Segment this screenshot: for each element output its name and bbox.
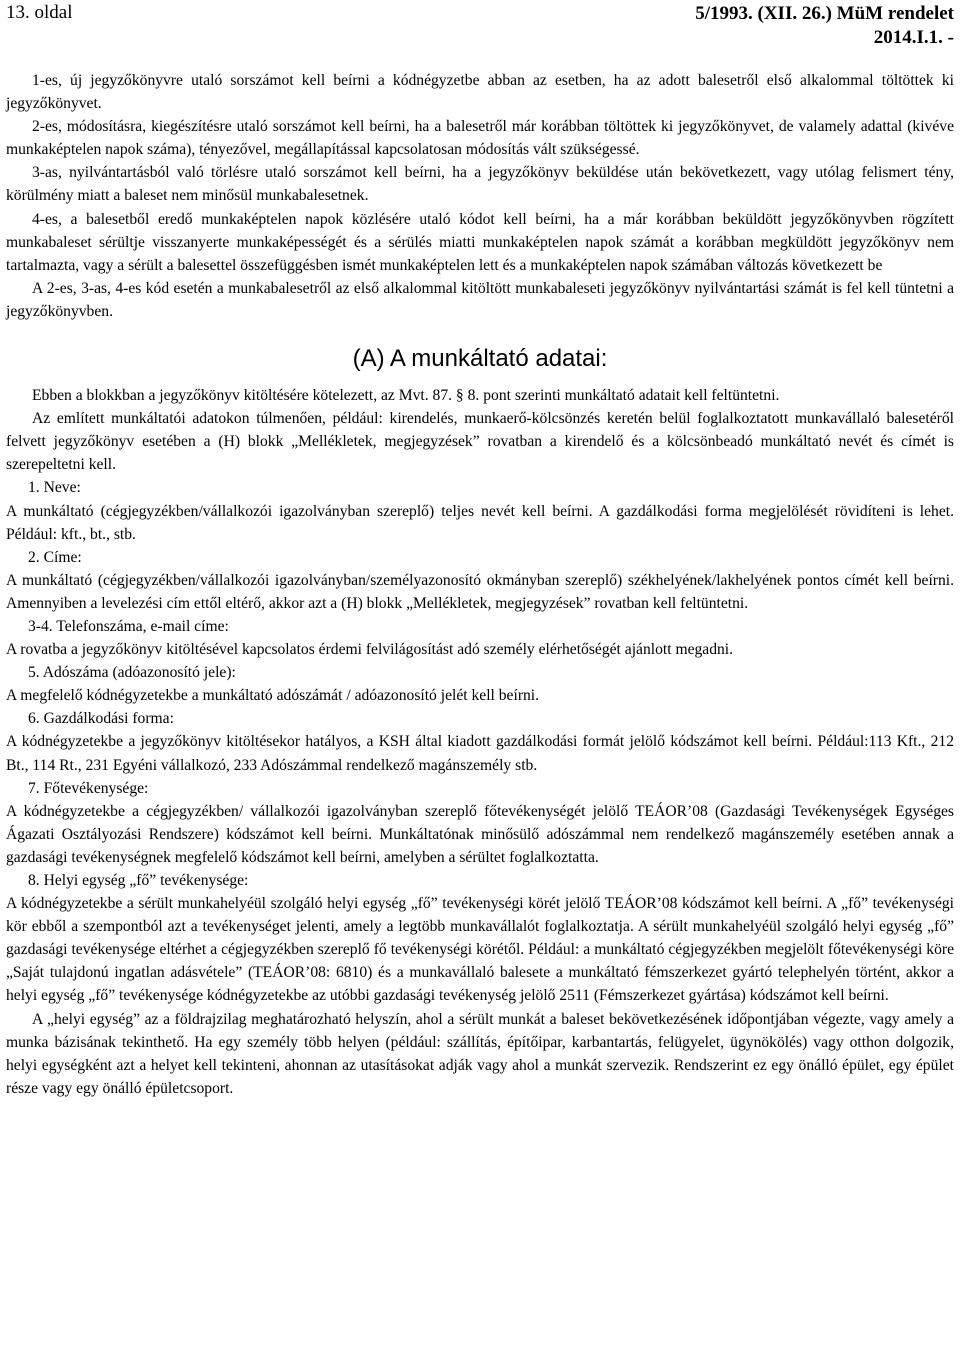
item-text-address: A munkáltató (cégjegyzékben/vállalkozói igazolványban/személyazonosító okmányban szereplő) székhelyének/lakhelyének pontos címét kell beírni. Amennyiben a levelezési cím ettől eltérő, akkor azt a (H) blokk „Mellékletek, megjegyzések” rovatban kell feltüntetni. (6, 571, 954, 612)
item-label-local-unit-activity: 8. Helyi egység „fő” tevékenysége: (28, 872, 249, 889)
intro-paragraph-3: 3-as, nyilvántartásból való törlésre utaló sorszámot kell beírni, ha a jegyzőkönyv beküldése után bekövetkezett, vagy utólag felismert tény, körülmény miatt a baleset nem minősül munkabalesetnek. (6, 164, 954, 205)
section-paragraph-2: Az említett munkáltatói adatokon túlmenően, például: kirendelés, munkaerő-kölcsönzés keretén belül foglalkoztatott munkavállaló balesetéről felvett jegyzőkönyv esetében a (H) blokk „Mellékletek, megjegyzések” rovatban a kirendelő és a kölcsönbeadó munkáltató nevét és címét is szerepeltetni kell. (6, 410, 954, 474)
intro-paragraph-2: 2-es, módosításra, kiegészítésre utaló sorszámot kell beírni, ha a balesetről már korábban töltöttek ki jegyzőkönyvet, de valamely adattal (kivéve munkaképtelen napok száma), tényezővel, megállapítással kapcsolatosan módosítás vált szükségessé. (6, 118, 954, 159)
document-reference-line-1: 5/1993. (XII. 26.) MüM rendelet (695, 3, 954, 24)
item-text-business-form: A kódnégyzetekbe a jegyzőkönyv kitöltésekor hatályos, a KSH által kiadott gazdálkodási formát jelölő kódszámot kell beírni. Például:113 Kft., 212 Bt., 114 Rt., 231 Egyéni vállalkozó, 233 Adószámmal rendelkező magánszemély stb. (6, 733, 954, 774)
section-paragraph-1: Ebben a blokkban a jegyzőkönyv kitöltésére kötelezett, az Mvt. 87. § 8. pont szerinti munkáltató adatait kell feltüntetni. (32, 387, 780, 405)
intro-paragraph-5: A 2-es, 3-as, 4-es kód esetén a munkabalesetről az első alkalommal kitöltött munkabaleseti jegyzőkönyv nyilvántartási számát is fel kell tüntetni a jegyzőkönyvben. (6, 279, 954, 320)
item-label-business-form: 6. Gazdálkodási forma: (28, 710, 174, 728)
item-text-name: A munkáltató (cégjegyzékben/vállalkozói igazolványban szereplő) teljes nevét kell beírni. A gazdálkodási forma megjelölését rövidíteni is lehet. Például: kft., bt., stb. (6, 502, 954, 543)
document-reference (695, 2, 954, 50)
section-title: (A) A munkáltató adatai: (352, 345, 608, 373)
page-header (0, 0, 960, 46)
item-text-main-activity: A kódnégyzetekbe a cégjegyzékben/ vállalkozói igazolványban szereplő főtevékenységét jelölő TEÁOR’08 (Gazdasági Tevékenységek Egységes Ágazati Osztályozási Rendszere) kódszámot kell beírni. Munkáltatónak minősülő adószámmal nem rendelkező magánszemély esetében annak a gazdasági tevékenységnek megfelelő kódszámot kell beírni, amelyben a sérültet foglalkoztatta. (6, 802, 954, 866)
document-reference-line-2: 2014.I.1. - (873, 27, 954, 48)
item-label-tax-number: 5. Adószáma (adóazonosító jele): (28, 664, 236, 682)
item-label-main-activity: 7. Főtevékenysége: (28, 779, 149, 797)
item-text-contact: A rovatba a jegyzőkönyv kitöltésével kapcsolatos érdemi felvilágosítást adó személy elérhetőségét ajánlott megadni. (6, 641, 734, 659)
item-text-tax-number: A megfelelő kódnégyzetekbe a munkáltató adószámát / adóazonosító jelét kell beírni. (6, 687, 540, 705)
page-number: 13. oldal (6, 2, 73, 23)
intro-paragraph-1: 1-es, új jegyzőkönyvre utaló sorszámot kell beírni a kódnégyzetbe abban az esetben, ha az adott balesetről első alkalommal töltöttek ki jegyzőkönyvet. (6, 72, 954, 113)
item-label-contact: 3-4. Telefonszáma, e-mail címe: (28, 617, 229, 635)
document-body (6, 69, 954, 1100)
item-text-local-unit-activity: A kódnégyzetekbe a sérült munkahelyéül szolgáló helyi egység „fő” tevékenységi körét jelölő TEÁOR’08 kódszámot kell beírni. A „fő” tevékenységi kör ebből a szempontból azt a tevékenységet jelenti, amely a legtöbb munkavállalót foglalkoztatja. A sérült munkahelyéül szolgáló helyi egység „fő” gazdasági tevékenysége eltérhet a cégjegyzékben szereplő fő tevékenységi körétől. Például: a munkáltató cégjegyzékben megjelölt főtevékenységi köre „Saját tulajdonú ingatlan adásvétele” (TEÁOR’08: 6810) és a munkavállaló balesete a munkáltató fémszerkezet gyártó telephelyén történt, akkor a helyi egység „fő” tevékenysége kódnégyzetekbe az utóbbi gazdasági tevékenység jelölő 2511 (Fémszerkezet gyártása) kódszámot kell beírni. (6, 895, 954, 1005)
item-label-name: 1. Neve: (28, 479, 81, 497)
intro-paragraph-4: 4-es, a balesetből eredő munkaképtelen napok közlésére utaló kódot kell beírni, ha a már korábban beküldött jegyzőkönyvben rögzített munkabaleset sérültje visszanyerte munkaképességét és a sérülés miatti munkaképtelen napok számát a korábban megküldött jegyzőkönyv nem tartalmazta, vagy a sérült a balesettel összefüggésben ismét munkaképtelen lett és a munkaképtelen napok számában változás következett be (6, 210, 954, 274)
item-label-address: 2. Címe: (28, 548, 82, 566)
closing-paragraph: A „helyi egység” az a földrajzilag meghatározható helyszín, ahol a sérült munkát a baleset bekövetkezésének időpontjában végezte, vagy amely a munka bázisának tekinthető. Ha egy személy több helyen (például: szállítás, építőipar, karbantartás, felügyelet, ügynökölés) vagy otthon dolgozik, helyi egységként azt a helyet kell tekinteni, ahonnan az utasításokat adják vagy ahol a munkát szervezik. Rendszerint ez egy önálló épület, egy épület része vagy egy önálló épületcsoport. (6, 1010, 954, 1097)
